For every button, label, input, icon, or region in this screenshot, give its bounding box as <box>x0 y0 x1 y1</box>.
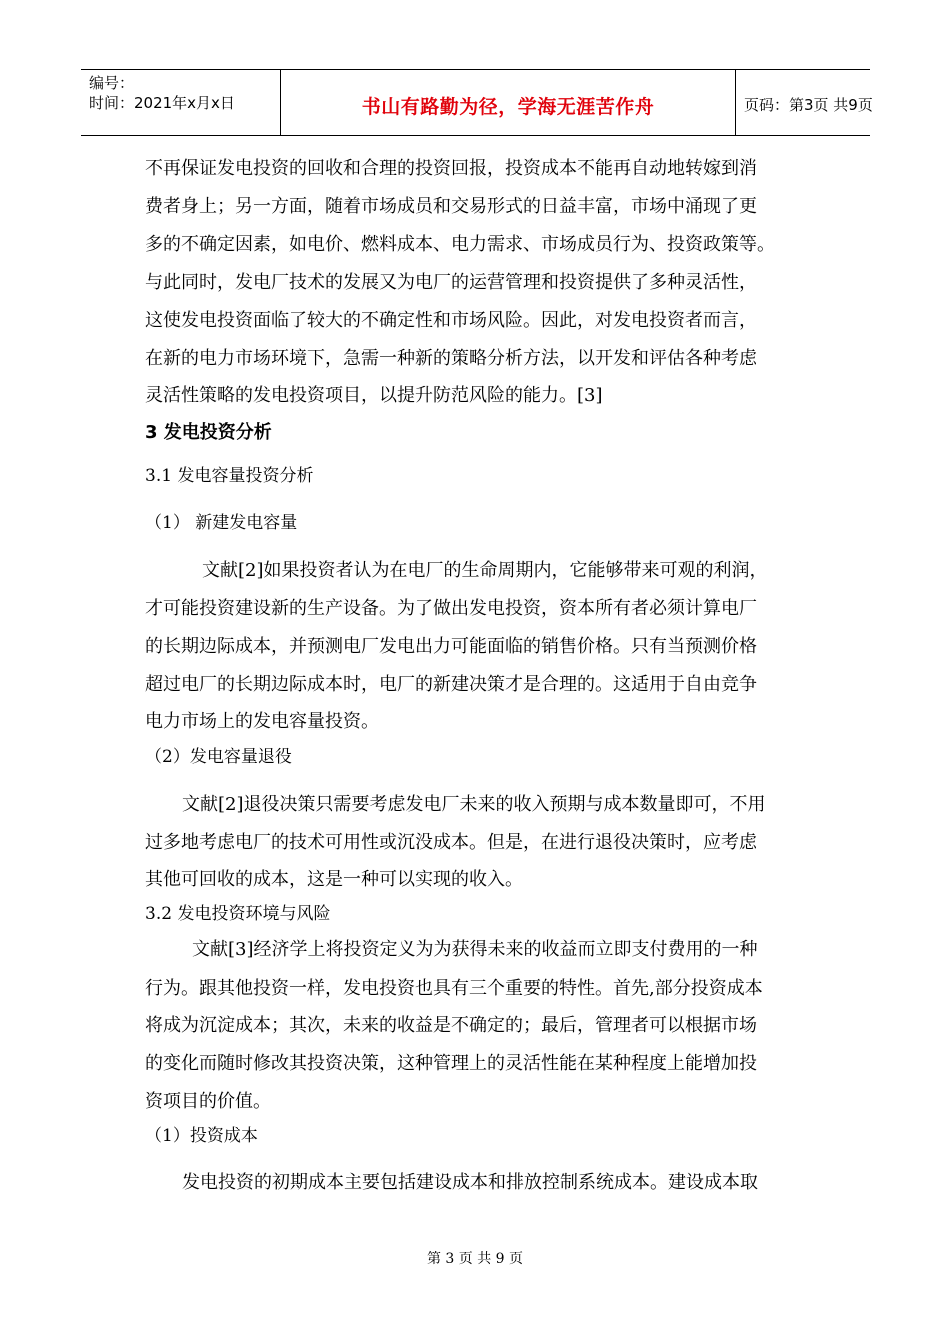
header-middle-cell <box>281 70 736 135</box>
header-motto: 书山有路勤为径，学海无涯苦作舟 <box>361 96 655 118</box>
header-page-number: 页码：第3页 共9页 <box>744 96 873 114</box>
paragraph-line: 费者身上；另一方面，随着市场成员和交易形式的日益丰富，市场中涌现了更 <box>145 196 757 217</box>
paragraph-line: 才可能投资建设新的生产设备。为了做出发电投资，资本所有者必须计算电厂 <box>145 598 757 619</box>
paragraph-line: 在新的电力市场环境下，急需一种新的策略分析方法，以开发和评估各种考虑 <box>145 348 757 369</box>
header-left-cell <box>81 70 281 135</box>
paragraph-line: 灵活性策略的发电投资项目，以提升防范风险的能力。[3] <box>145 385 603 406</box>
paragraph-line: 将成为沉淀成本；其次，未来的收益是不确定的；最后，管理者可以根据市场 <box>145 1015 757 1036</box>
paragraph-line: 的长期边际成本，并预测电厂发电出力可能面临的销售价格。只有当预测价格 <box>145 636 757 657</box>
header-right-cell <box>736 70 873 135</box>
paragraph-line: 电力市场上的发电容量投资。 <box>145 711 379 732</box>
paragraph-line: 与此同时，发电厂技术的发展又为电厂的运营管理和投资提供了多种灵活性， <box>145 272 757 293</box>
paragraph-line: 这使发电投资面临了较大的不确定性和市场风险。因此，对发电投资者而言， <box>145 310 757 331</box>
paragraph-line: 文献[3]经济学上将投资定义为为获得未来的收益而立即支付费用的一种 <box>192 939 758 960</box>
paragraph-line: 文献[2]如果投资者认为在电厂的生命周期内，它能够带来可观的利润， <box>202 560 768 581</box>
paragraph-line: 过多地考虑电厂的技术可用性或沉没成本。但是，在进行退役决策时，应考虑 <box>145 832 757 853</box>
paragraph-line: 其他可回收的成本，这是一种可以实现的收入。 <box>145 869 523 890</box>
paragraph-line: 的变化而随时修改其投资决策，这种管理上的灵活性能在某种程度上能增加投 <box>145 1053 757 1074</box>
paragraph-line: 不再保证发电投资的回收和合理的投资回报，投资成本不能再自动地转嫁到消 <box>145 158 757 179</box>
paragraph-line: 多的不确定因素，如电价、燃料成本、电力需求、市场成员行为、投资政策等。 <box>145 234 775 255</box>
list-item-heading: （1）投资成本 <box>145 1126 258 1146</box>
subsection-heading-3-2: 3.2 发电投资环境与风险 <box>145 904 331 924</box>
document-number-label: 编号： <box>89 74 135 92</box>
section-heading-3: 3 发电投资分析 <box>145 422 272 443</box>
subsection-heading-3-1: 3.1 发电容量投资分析 <box>145 466 314 486</box>
paragraph-line: 行为。跟其他投资一样，发电投资也具有三个重要的特性。首先,部分投资成本 <box>145 978 763 999</box>
paragraph-line: 资项目的价值。 <box>145 1091 271 1112</box>
paragraph-line: 发电投资的初期成本主要包括建设成本和排放控制系统成本。建设成本取 <box>182 1172 758 1193</box>
list-item-heading: （1） 新建发电容量 <box>145 513 298 533</box>
list-item-heading: （2）发电容量退役 <box>145 747 292 767</box>
paragraph-line: 超过电厂的长期边际成本时，电厂的新建决策才是合理的。这适用于自由竞争 <box>145 674 757 695</box>
document-date-label: 时间：2021年x月x日 <box>89 94 235 112</box>
paragraph-line: 文献[2]退役决策只需要考虑发电厂未来的收入预期与成本数量即可，不用 <box>182 794 766 815</box>
page-header <box>81 69 873 136</box>
page-footer: 第 3 页 共 9 页 <box>426 1251 524 1267</box>
